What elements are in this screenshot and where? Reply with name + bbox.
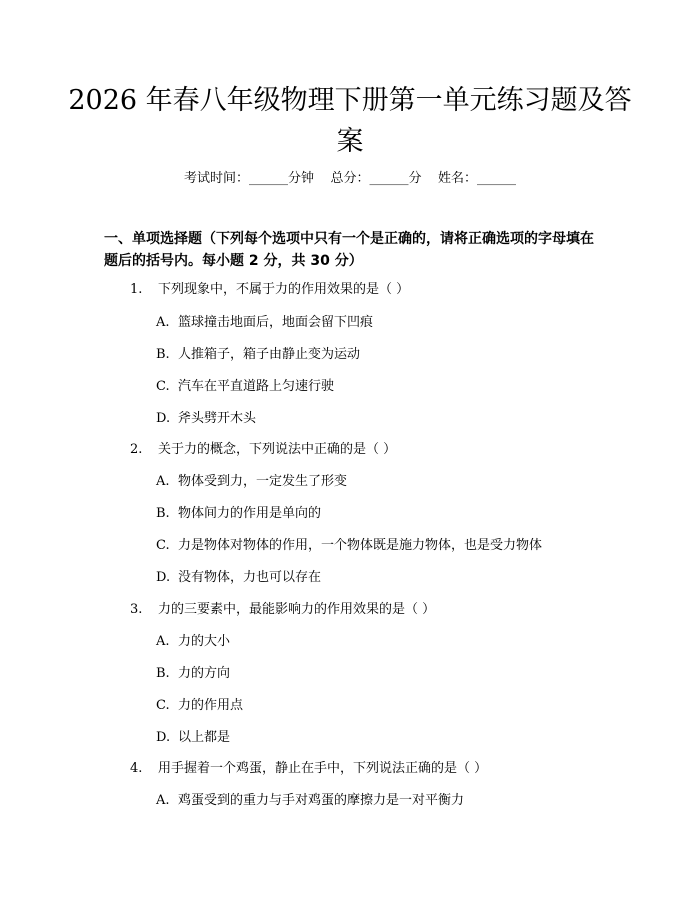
option-letter: C. bbox=[156, 698, 170, 713]
option-text: 汽车在平直道路上匀速行驶 bbox=[178, 379, 335, 394]
page-title: 2026 年春八年级物理下册第一单元练习题及答案 bbox=[68, 85, 632, 157]
question-text: 力的三要素中，最能影响力的作用效果的是（ ） bbox=[158, 602, 436, 617]
question-3-option-b bbox=[156, 665, 230, 683]
option-letter: A. bbox=[156, 793, 170, 808]
question-number: 1. bbox=[130, 282, 143, 297]
question-1-option-a bbox=[156, 314, 373, 332]
exam-info-line: 考试时间：______分钟 总分：______分 姓名：______ bbox=[183, 171, 517, 186]
option-letter: C. bbox=[156, 379, 170, 394]
question-number: 2. bbox=[130, 442, 143, 457]
question-4-option-a bbox=[156, 792, 464, 810]
option-text: 鸡蛋受到的重力与手对鸡蛋的摩擦力是一对平衡力 bbox=[178, 793, 465, 808]
option-text: 人推箱子，箱子由静止变为运动 bbox=[178, 347, 361, 362]
question-3 bbox=[130, 601, 435, 619]
question-3-option-d bbox=[156, 729, 230, 747]
option-letter: A. bbox=[156, 474, 170, 489]
question-1-option-b bbox=[156, 346, 360, 364]
option-letter: B. bbox=[156, 347, 170, 362]
option-letter: D. bbox=[156, 730, 171, 745]
option-letter: D. bbox=[156, 570, 171, 585]
option-letter: C. bbox=[156, 538, 170, 553]
question-3-option-c bbox=[156, 697, 243, 715]
option-letter: A. bbox=[156, 634, 170, 649]
option-letter: B. bbox=[156, 666, 170, 681]
question-1 bbox=[130, 281, 409, 299]
question-2-option-b bbox=[156, 505, 321, 523]
question-2 bbox=[130, 441, 396, 459]
question-number: 3. bbox=[130, 602, 143, 617]
option-text: 物体受到力，一定发生了形变 bbox=[178, 474, 348, 489]
section-heading: 一、单项选择题（下列每个选项中只有一个是正确的，请将正确选项的字母填在题后的括号内。每小题 2 分，共 30 分） bbox=[104, 231, 594, 269]
option-letter: D. bbox=[156, 411, 171, 426]
question-number: 4. bbox=[130, 761, 143, 776]
option-text: 没有物体，力也可以存在 bbox=[178, 570, 322, 585]
option-text: 力的方向 bbox=[178, 666, 231, 681]
option-text: 力的作用点 bbox=[178, 698, 244, 713]
question-2-option-c bbox=[156, 537, 542, 555]
option-text: 力是物体对物体的作用，一个物体既是施力物体，也是受力物体 bbox=[178, 538, 543, 553]
question-text: 用手握着一个鸡蛋，静止在手中，下列说法正确的是（ ） bbox=[158, 761, 488, 776]
option-text: 篮球撞击地面后，地面会留下凹痕 bbox=[178, 315, 374, 330]
question-1-option-c bbox=[156, 378, 334, 396]
option-text: 斧头劈开木头 bbox=[178, 411, 257, 426]
question-2-option-a bbox=[156, 473, 347, 491]
question-2-option-d bbox=[156, 569, 321, 587]
option-text: 力的大小 bbox=[178, 634, 231, 649]
question-text: 关于力的概念，下列说法中正确的是（ ） bbox=[158, 442, 397, 457]
option-text: 以上都是 bbox=[178, 730, 231, 745]
question-4 bbox=[130, 760, 487, 778]
question-text: 下列现象中，不属于力的作用效果的是（ ） bbox=[158, 282, 410, 297]
option-letter: A. bbox=[156, 315, 170, 330]
option-letter: B. bbox=[156, 506, 170, 521]
option-text: 物体间力的作用是单向的 bbox=[178, 506, 322, 521]
question-1-option-d bbox=[156, 410, 256, 428]
question-3-option-a bbox=[156, 633, 230, 651]
